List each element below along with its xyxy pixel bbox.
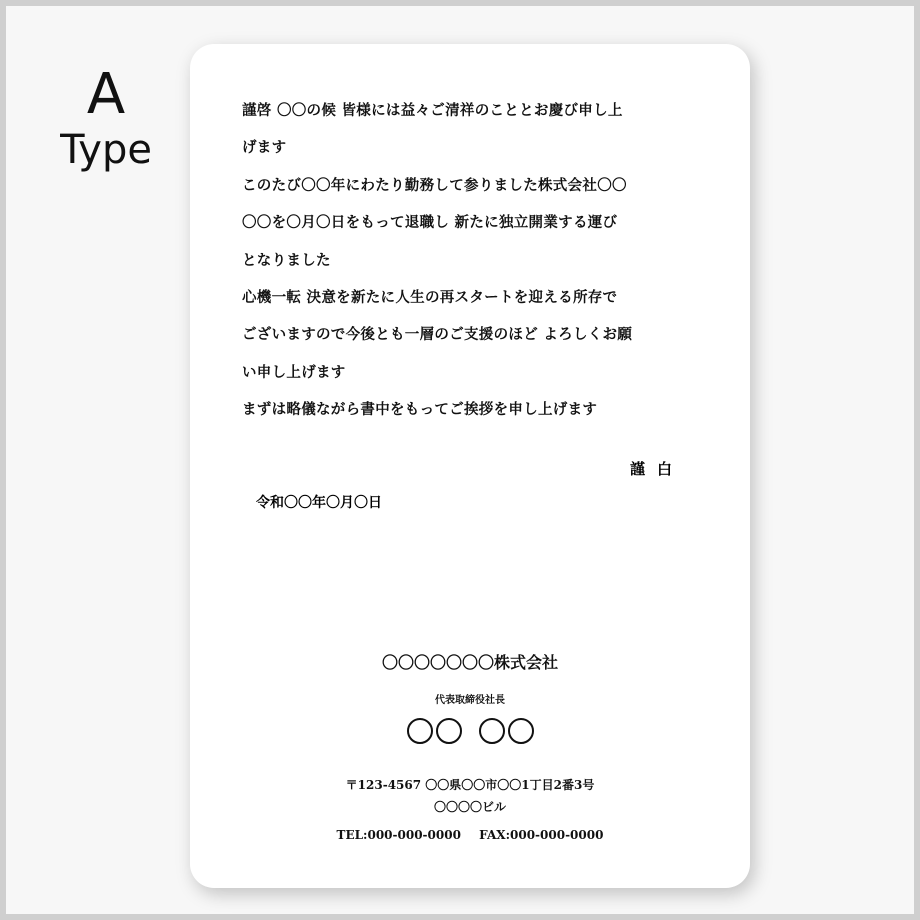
body-line: げます xyxy=(242,139,287,157)
letter-date: 令和〇〇年〇月〇日 xyxy=(256,495,382,511)
body-line: 心機一転 決意を新たに人生の再スタートを迎える所存で xyxy=(242,289,618,307)
body-line: 謹啓 〇〇の候 皆様には益々ご清祥のこととお慶び申し上 xyxy=(242,102,623,119)
fax-number: FAX:000-000-0000 xyxy=(479,828,604,842)
type-word: Type xyxy=(60,127,152,173)
family-name-placeholder xyxy=(405,714,463,748)
company-name: 〇〇〇〇〇〇〇株式会社 xyxy=(381,653,558,672)
body-line: い申し上げます xyxy=(242,363,346,381)
closing-word: 謹白 xyxy=(629,460,684,478)
sender-block xyxy=(190,650,750,846)
given-name-placeholder xyxy=(477,714,535,748)
body-line: ございますので今後とも一層のご支援のほど よろしくお願 xyxy=(242,326,633,344)
placeholder-circle xyxy=(479,718,505,744)
contact-info xyxy=(190,824,750,846)
placeholder-circle xyxy=(436,718,462,744)
tel-number: TEL:000-000-0000 xyxy=(336,828,461,842)
body-line: まずは略儀ながら書中をもってご挨拶を申し上げます xyxy=(242,401,598,419)
type-letter: A xyxy=(86,62,126,127)
body-line: このたび〇〇年にわたり勤務して参りました株式会社〇〇 xyxy=(242,176,627,194)
address-line: 〒123-4567 〇〇県〇〇市〇〇1丁目2番3号 xyxy=(345,778,595,792)
body-line: 〇〇を〇月〇日をもって退職し 新たに独立開業する運び xyxy=(242,214,618,232)
placeholder-circle xyxy=(508,718,534,744)
postcard xyxy=(190,44,750,888)
job-title: 代表取締役社長 xyxy=(435,695,505,706)
letter-body xyxy=(242,92,702,429)
address xyxy=(190,774,750,818)
body-line: となりました xyxy=(242,251,331,269)
placeholder-circle xyxy=(407,718,433,744)
person-name xyxy=(190,714,750,748)
building-name: 〇〇〇〇ビル xyxy=(433,800,506,814)
type-label xyxy=(54,62,158,172)
